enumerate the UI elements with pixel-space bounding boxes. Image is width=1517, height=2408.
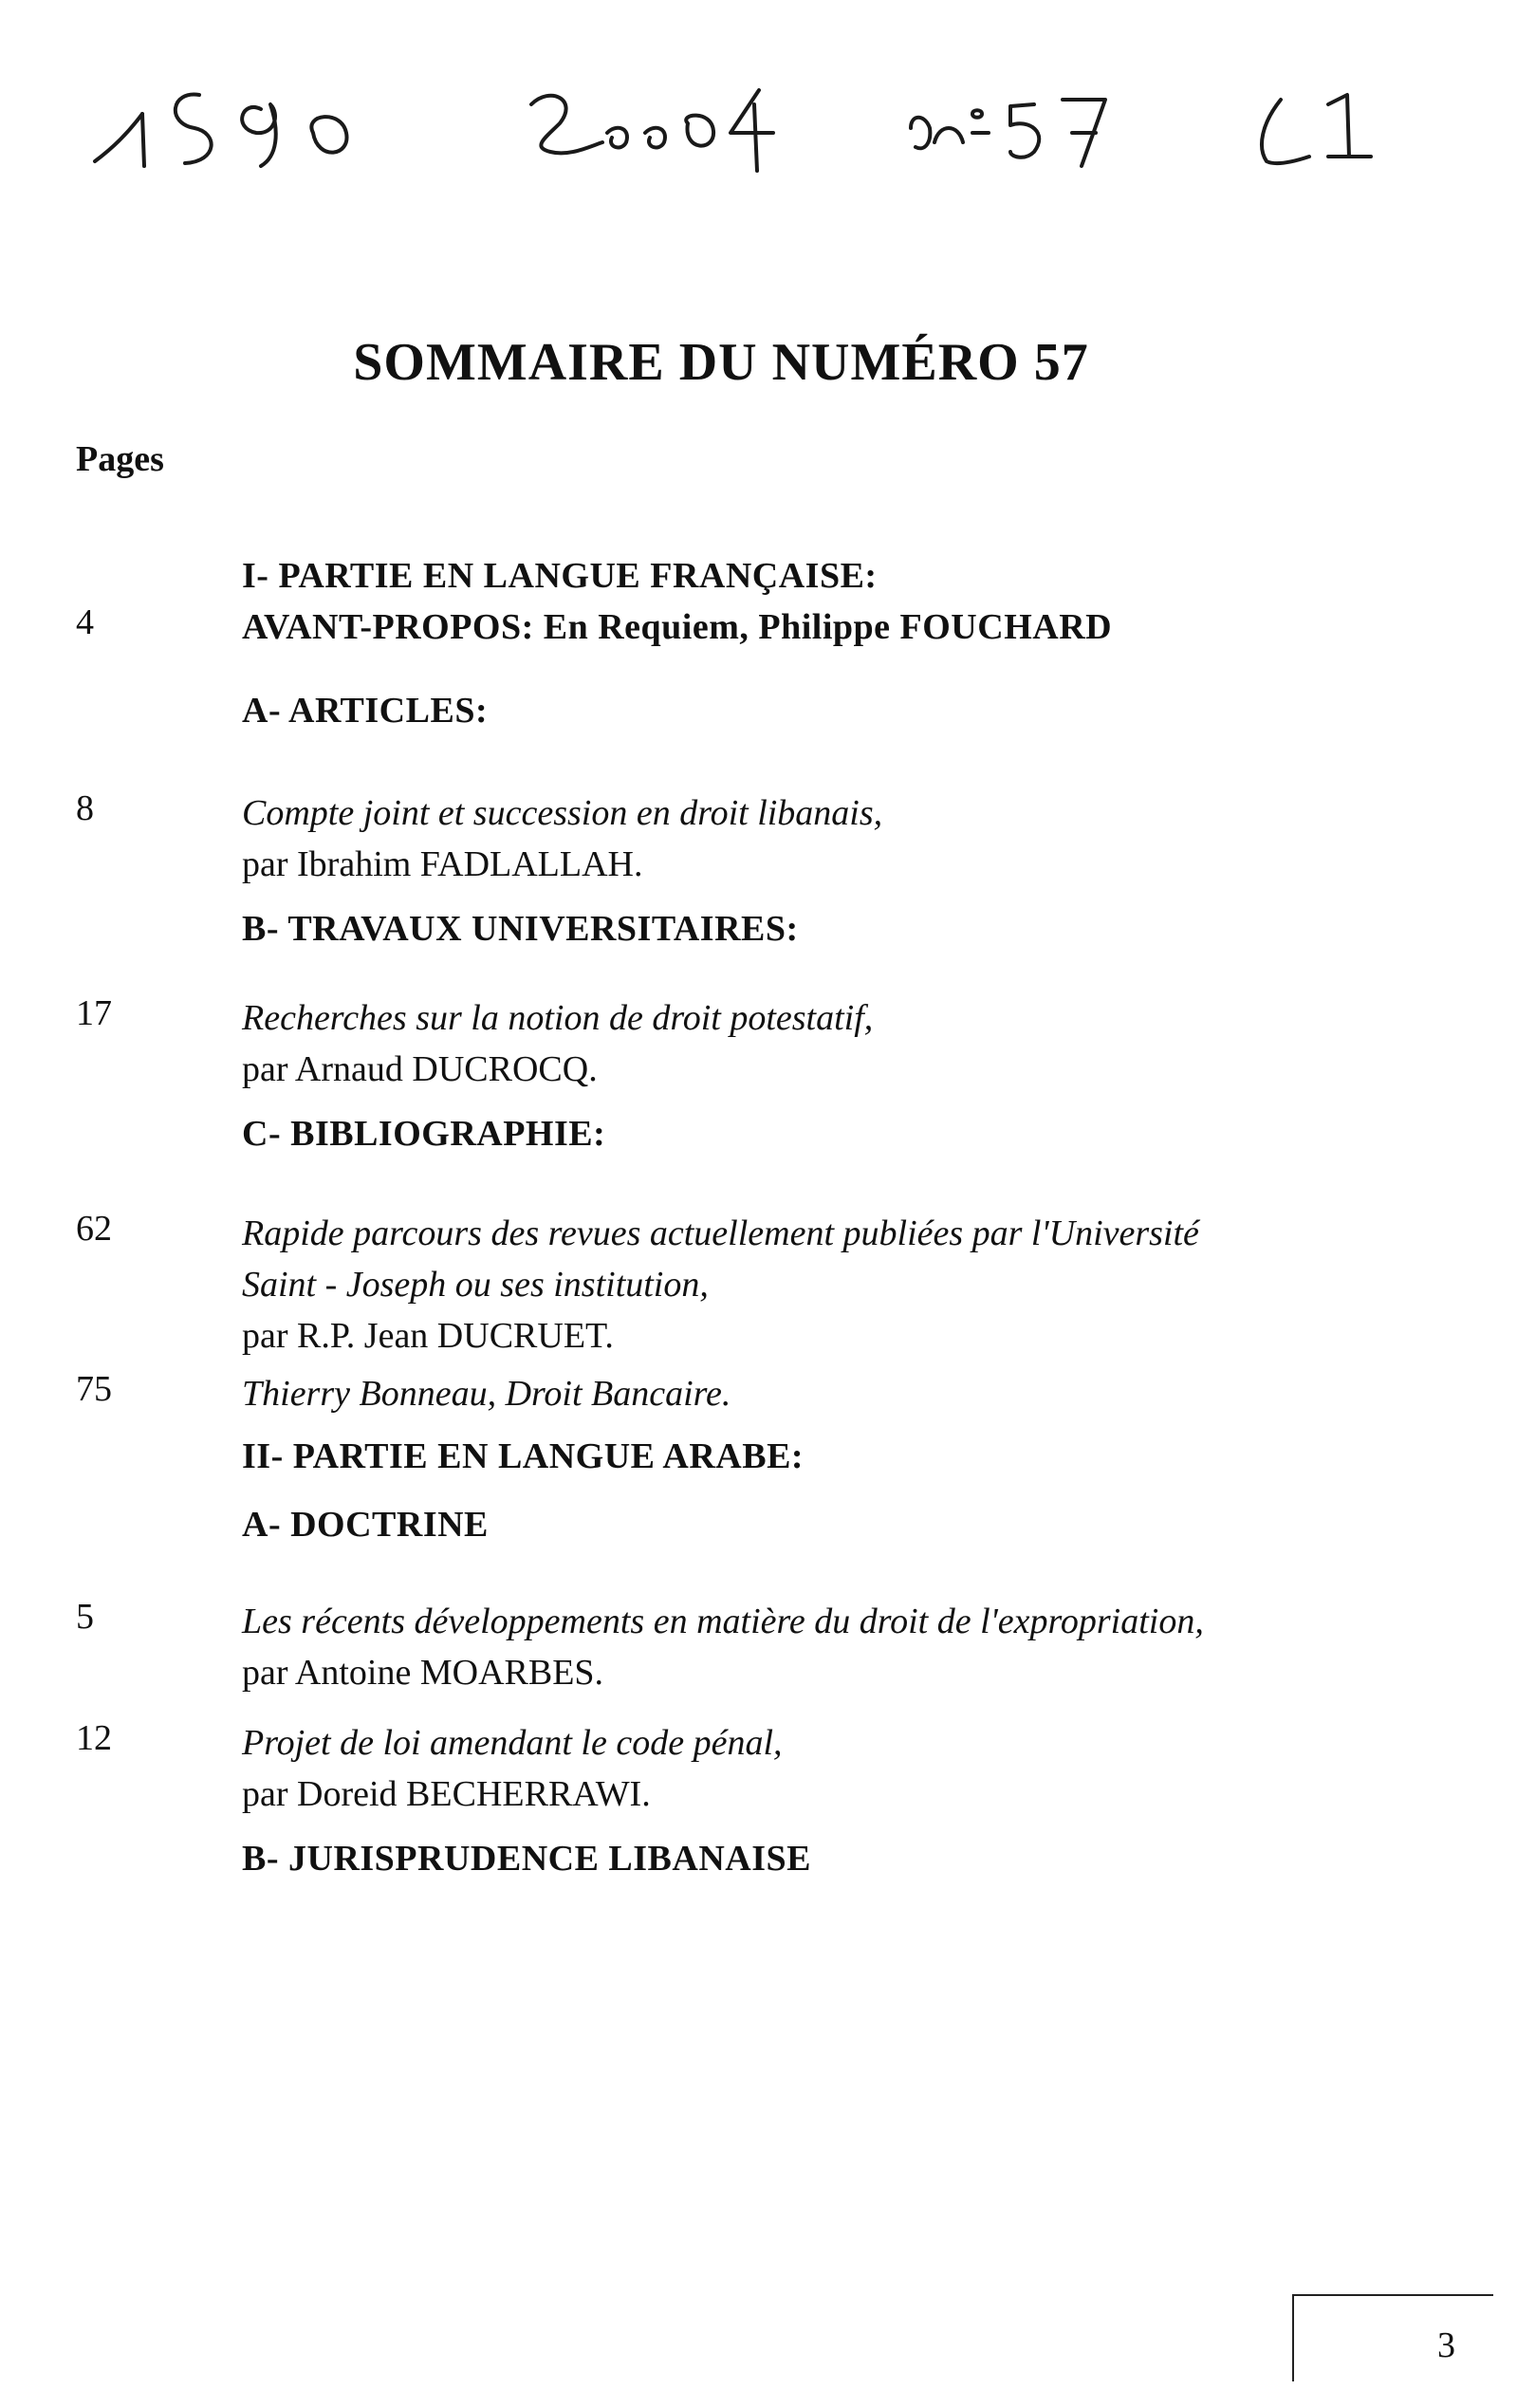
bibliographie-heading: C- BIBLIOGRAPHIE: — [242, 1114, 606, 1154]
page-ref: 17 — [76, 993, 112, 1033]
entry-author: par R.P. Jean DUCRUET. — [242, 1316, 614, 1356]
entry-title: Recherches sur la notion de droit potestatif, — [242, 998, 874, 1038]
avant-propos-text: AVANT-PROPOS: En Requiem, Philippe FOUCHARD — [242, 607, 1113, 647]
doctrine-heading: A- DOCTRINE — [242, 1505, 489, 1545]
page-number-box — [1292, 2294, 1493, 2381]
entry-author: par Antoine MOARBES. — [242, 1653, 604, 1693]
handwritten-annotation — [76, 57, 1404, 180]
travaux-heading: B- TRAVAUX UNIVERSITAIRES: — [242, 909, 799, 949]
entry-body — [242, 1208, 1437, 1361]
entry-author: par Doreid BECHERRAWI. — [242, 1774, 651, 1814]
page-ref: 8 — [76, 788, 94, 828]
entry-title-line1: Rapide parcours des revues actuellement publiées par l'Université — [242, 1213, 1199, 1253]
part1-heading: I- PARTIE EN LANGUE FRANÇAISE: — [242, 556, 878, 596]
page-ref: 62 — [76, 1209, 112, 1249]
entry-title: Compte joint et succession en droit libanais, — [242, 793, 883, 833]
handwriting-drawing — [76, 57, 1404, 180]
page-ref: 4 — [76, 602, 94, 642]
jurisprudence-heading: B- JURISPRUDENCE LIBANAISE — [242, 1839, 811, 1879]
articles-heading: A- ARTICLES: — [242, 691, 489, 731]
part2-heading: II- PARTIE EN LANGUE ARABE: — [242, 1436, 805, 1476]
entry-title: Projet de loi amendant le code pénal, — [242, 1723, 783, 1763]
page-ref: 5 — [76, 1597, 94, 1637]
entry-title: Thierry Bonneau, Droit Bancaire. — [242, 1374, 731, 1414]
page-ref: 75 — [76, 1369, 112, 1409]
entry-author: par Arnaud DUCROCQ. — [242, 1049, 598, 1089]
entry-body — [242, 1596, 1437, 1698]
page-title: SOMMAIRE DU NUMÉRO 57 — [353, 333, 1089, 392]
entry-body — [242, 787, 1437, 890]
entry-title-line2: Saint - Joseph ou ses institution, — [242, 1265, 709, 1305]
page-ref: 12 — [76, 1718, 112, 1758]
entry-title: Les récents développements en matière du droit de l'expropriation, — [242, 1602, 1204, 1641]
entry-author: par Ibrahim FADLALLAH. — [242, 844, 643, 884]
page-number: 3 — [1437, 2325, 1455, 2365]
entry-body — [242, 1717, 1437, 1820]
pages-column-label: Pages — [76, 439, 164, 479]
entry-body — [242, 992, 1437, 1095]
